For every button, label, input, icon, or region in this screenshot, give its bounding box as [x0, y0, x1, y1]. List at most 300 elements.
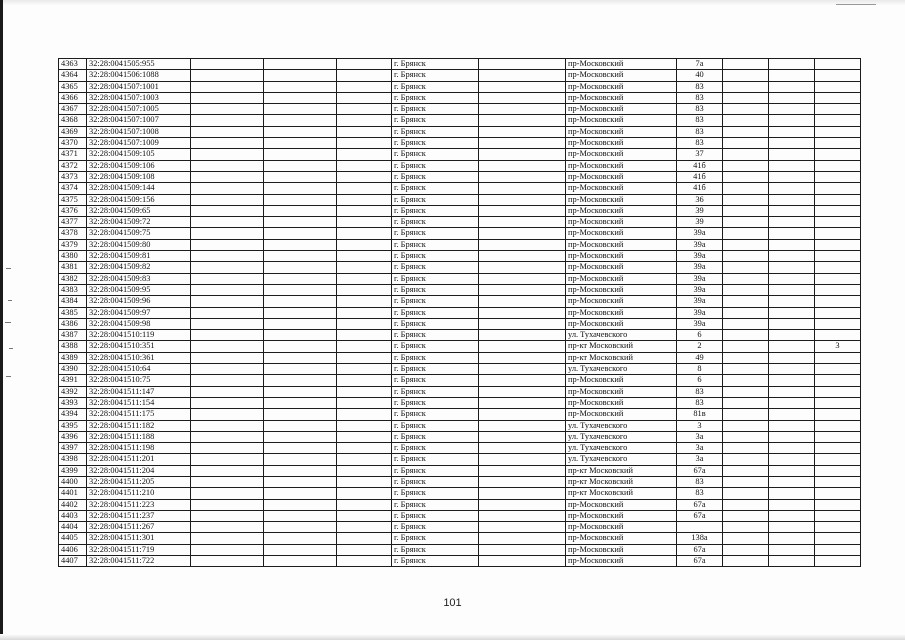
extra-value-cell — [815, 443, 861, 454]
empty-cell — [479, 307, 566, 318]
table-row — [59, 284, 861, 295]
empty-cell — [337, 205, 392, 216]
extra-value-cell — [815, 330, 861, 341]
empty-cell — [479, 183, 566, 194]
empty-cell — [769, 273, 815, 284]
extra-value-cell — [815, 70, 861, 81]
row-number-cell: 4397 — [59, 443, 87, 454]
house-number-cell — [677, 522, 723, 533]
empty-cell — [337, 488, 392, 499]
empty-cell — [769, 397, 815, 408]
street-cell: пр-Московский — [566, 307, 677, 318]
empty-cell — [191, 138, 264, 149]
empty-cell — [264, 239, 337, 250]
table-row — [59, 273, 861, 284]
empty-cell — [337, 556, 392, 567]
empty-cell — [264, 364, 337, 375]
empty-cell — [723, 386, 769, 397]
empty-cell — [337, 397, 392, 408]
empty-cell — [723, 273, 769, 284]
row-number-cell: 4387 — [59, 330, 87, 341]
street-cell: ул. Тухачевского — [566, 443, 677, 454]
empty-cell — [723, 556, 769, 567]
row-number-cell: 4364 — [59, 70, 87, 81]
row-number-cell: 4393 — [59, 397, 87, 408]
empty-cell — [769, 454, 815, 465]
city-cell: г. Брянск — [392, 59, 479, 70]
scan-edge-left — [0, 0, 3, 640]
city-cell: г. Брянск — [392, 499, 479, 510]
street-cell: пр-Московский — [566, 510, 677, 521]
empty-cell — [191, 92, 264, 103]
empty-cell — [479, 273, 566, 284]
empty-cell — [264, 205, 337, 216]
cadastral-number-cell: 32:28:0041509:81 — [87, 251, 191, 262]
extra-value-cell — [815, 409, 861, 420]
city-cell: г. Брянск — [392, 465, 479, 476]
house-number-cell: 41б — [677, 171, 723, 182]
empty-cell — [479, 341, 566, 352]
cadastral-number-cell: 32:28:0041511:175 — [87, 409, 191, 420]
empty-cell — [264, 273, 337, 284]
empty-cell — [191, 544, 264, 555]
empty-cell — [723, 397, 769, 408]
cadastral-number-cell: 32:28:0041509:108 — [87, 171, 191, 182]
scan-speckle — [5, 322, 11, 323]
table-row — [59, 104, 861, 115]
empty-cell — [479, 522, 566, 533]
extra-value-cell — [815, 92, 861, 103]
empty-cell — [337, 194, 392, 205]
table-row — [59, 205, 861, 216]
street-cell: пр-Московский — [566, 70, 677, 81]
empty-cell — [479, 296, 566, 307]
empty-cell — [769, 488, 815, 499]
empty-cell — [723, 251, 769, 262]
street-cell: пр-кт Московский — [566, 488, 677, 499]
house-number-cell: 37 — [677, 149, 723, 160]
empty-cell — [479, 454, 566, 465]
empty-cell — [479, 499, 566, 510]
table-row — [59, 499, 861, 510]
empty-cell — [264, 160, 337, 171]
city-cell: г. Брянск — [392, 544, 479, 555]
empty-cell — [479, 126, 566, 137]
table-row — [59, 160, 861, 171]
city-cell: г. Брянск — [392, 375, 479, 386]
row-number-cell: 4373 — [59, 171, 87, 182]
street-cell: пр-кт Московский — [566, 341, 677, 352]
table-row — [59, 556, 861, 567]
city-cell: г. Брянск — [392, 420, 479, 431]
street-cell: ул. Тухачевского — [566, 420, 677, 431]
row-number-cell: 4400 — [59, 476, 87, 487]
empty-cell — [191, 59, 264, 70]
city-cell: г. Брянск — [392, 307, 479, 318]
table-row — [59, 510, 861, 521]
city-cell: г. Брянск — [392, 239, 479, 250]
empty-cell — [264, 476, 337, 487]
empty-cell — [479, 194, 566, 205]
empty-cell — [479, 330, 566, 341]
empty-cell — [723, 284, 769, 295]
table-row — [59, 251, 861, 262]
street-cell: пр-Московский — [566, 138, 677, 149]
extra-value-cell — [815, 149, 861, 160]
house-number-cell: 39а — [677, 307, 723, 318]
empty-cell — [337, 81, 392, 92]
table-row — [59, 171, 861, 182]
empty-cell — [191, 284, 264, 295]
empty-cell — [337, 510, 392, 521]
empty-cell — [769, 160, 815, 171]
cadastral-number-cell: 32:28:0041510:75 — [87, 375, 191, 386]
cadastral-number-cell: 32:28:0041509:98 — [87, 318, 191, 329]
extra-value-cell — [815, 239, 861, 250]
empty-cell — [723, 318, 769, 329]
empty-cell — [191, 330, 264, 341]
table-row — [59, 81, 861, 92]
table-row — [59, 544, 861, 555]
street-cell: пр-Московский — [566, 397, 677, 408]
empty-cell — [723, 92, 769, 103]
empty-cell — [723, 70, 769, 81]
city-cell: г. Брянск — [392, 397, 479, 408]
table-row — [59, 522, 861, 533]
empty-cell — [479, 92, 566, 103]
empty-cell — [479, 443, 566, 454]
row-number-cell: 4406 — [59, 544, 87, 555]
house-number-cell: 83 — [677, 386, 723, 397]
empty-cell — [191, 149, 264, 160]
scan-speckle — [6, 268, 11, 269]
extra-value-cell — [815, 510, 861, 521]
empty-cell — [723, 465, 769, 476]
city-cell: г. Брянск — [392, 217, 479, 228]
row-number-cell: 4384 — [59, 296, 87, 307]
cadastral-number-cell: 32:28:0041511:201 — [87, 454, 191, 465]
extra-value-cell — [815, 251, 861, 262]
row-number-cell: 4380 — [59, 251, 87, 262]
city-cell: г. Брянск — [392, 262, 479, 273]
empty-cell — [769, 59, 815, 70]
table-row — [59, 454, 861, 465]
city-cell: г. Брянск — [392, 352, 479, 363]
empty-cell — [479, 228, 566, 239]
empty-cell — [191, 307, 264, 318]
city-cell: г. Брянск — [392, 205, 479, 216]
table-row — [59, 228, 861, 239]
extra-value-cell — [815, 160, 861, 171]
empty-cell — [264, 341, 337, 352]
empty-cell — [723, 443, 769, 454]
row-number-cell: 4379 — [59, 239, 87, 250]
house-number-cell: 49 — [677, 352, 723, 363]
empty-cell — [264, 397, 337, 408]
row-number-cell: 4390 — [59, 364, 87, 375]
house-number-cell: 39а — [677, 273, 723, 284]
extra-value-cell — [815, 115, 861, 126]
extra-value-cell — [815, 364, 861, 375]
empty-cell — [264, 431, 337, 442]
empty-cell — [723, 171, 769, 182]
empty-cell — [337, 92, 392, 103]
cadastral-number-cell: 32:28:0041511:205 — [87, 476, 191, 487]
empty-cell — [479, 239, 566, 250]
street-cell: пр-Московский — [566, 284, 677, 295]
city-cell: г. Брянск — [392, 318, 479, 329]
street-cell: пр-Московский — [566, 217, 677, 228]
house-number-cell: 83 — [677, 115, 723, 126]
empty-cell — [191, 160, 264, 171]
empty-cell — [723, 194, 769, 205]
empty-cell — [264, 352, 337, 363]
empty-cell — [479, 364, 566, 375]
cadastral-number-cell: 32:28:0041511:182 — [87, 420, 191, 431]
table-row — [59, 386, 861, 397]
city-cell: г. Брянск — [392, 160, 479, 171]
extra-value-cell — [815, 476, 861, 487]
house-number-cell: 83 — [677, 81, 723, 92]
empty-cell — [264, 307, 337, 318]
house-number-cell: 3 — [677, 420, 723, 431]
row-number-cell: 4403 — [59, 510, 87, 521]
cadastral-number-cell: 32:28:0041509:105 — [87, 149, 191, 160]
extra-value-cell — [815, 307, 861, 318]
empty-cell — [479, 149, 566, 160]
street-cell: пр-кт Московский — [566, 476, 677, 487]
street-cell: пр-Московский — [566, 194, 677, 205]
table-row — [59, 183, 861, 194]
empty-cell — [479, 556, 566, 567]
table-row — [59, 409, 861, 420]
house-number-cell: 67а — [677, 544, 723, 555]
row-number-cell: 4399 — [59, 465, 87, 476]
house-number-cell: 138а — [677, 533, 723, 544]
house-number-cell: 83 — [677, 126, 723, 137]
empty-cell — [264, 454, 337, 465]
street-cell: пр-Московский — [566, 386, 677, 397]
empty-cell — [191, 510, 264, 521]
empty-cell — [723, 375, 769, 386]
row-number-cell: 4366 — [59, 92, 87, 103]
empty-cell — [479, 70, 566, 81]
empty-cell — [264, 92, 337, 103]
house-number-cell: 36 — [677, 194, 723, 205]
city-cell: г. Брянск — [392, 149, 479, 160]
row-number-cell: 4396 — [59, 431, 87, 442]
empty-cell — [264, 409, 337, 420]
row-number-cell: 4404 — [59, 522, 87, 533]
empty-cell — [337, 160, 392, 171]
empty-cell — [191, 499, 264, 510]
row-number-cell: 4377 — [59, 217, 87, 228]
empty-cell — [723, 228, 769, 239]
house-number-cell: 83 — [677, 397, 723, 408]
extra-value-cell — [815, 318, 861, 329]
empty-cell — [264, 510, 337, 521]
extra-value-cell — [815, 194, 861, 205]
cadastral-number-cell: 32:28:0041506:1088 — [87, 70, 191, 81]
row-number-cell: 4376 — [59, 205, 87, 216]
empty-cell — [264, 104, 337, 115]
cadastral-number-cell: 32:28:0041509:97 — [87, 307, 191, 318]
empty-cell — [479, 115, 566, 126]
table-row — [59, 341, 861, 352]
row-number-cell: 4402 — [59, 499, 87, 510]
cadastral-number-cell: 32:28:0041511:154 — [87, 397, 191, 408]
empty-cell — [723, 522, 769, 533]
street-cell: пр-Московский — [566, 533, 677, 544]
scan-edge-bottom — [0, 634, 905, 640]
empty-cell — [264, 556, 337, 567]
cadastral-number-cell: 32:28:0041509:83 — [87, 273, 191, 284]
empty-cell — [479, 171, 566, 182]
empty-cell — [723, 510, 769, 521]
street-cell: ул. Тухачевского — [566, 364, 677, 375]
cadastral-number-cell: 32:28:0041511:267 — [87, 522, 191, 533]
house-number-cell: 83 — [677, 138, 723, 149]
empty-cell — [769, 92, 815, 103]
empty-cell — [191, 217, 264, 228]
empty-cell — [723, 307, 769, 318]
empty-cell — [337, 431, 392, 442]
empty-cell — [191, 397, 264, 408]
extra-value-cell — [815, 431, 861, 442]
table-row — [59, 70, 861, 81]
empty-cell — [769, 420, 815, 431]
scan-speckle — [836, 4, 876, 5]
table-row — [59, 443, 861, 454]
empty-cell — [264, 488, 337, 499]
empty-cell — [191, 556, 264, 567]
empty-cell — [769, 194, 815, 205]
street-cell: пр-Московский — [566, 296, 677, 307]
city-cell: г. Брянск — [392, 330, 479, 341]
empty-cell — [191, 465, 264, 476]
row-number-cell: 4370 — [59, 138, 87, 149]
empty-cell — [479, 160, 566, 171]
cadastral-number-cell: 32:28:0041510:64 — [87, 364, 191, 375]
house-number-cell: 6 — [677, 375, 723, 386]
empty-cell — [769, 364, 815, 375]
row-number-cell: 4368 — [59, 115, 87, 126]
city-cell: г. Брянск — [392, 533, 479, 544]
row-number-cell: 4386 — [59, 318, 87, 329]
extra-value-cell — [815, 397, 861, 408]
house-number-cell: 41б — [677, 160, 723, 171]
empty-cell — [191, 318, 264, 329]
house-number-cell: 39а — [677, 284, 723, 295]
table-row — [59, 465, 861, 476]
street-cell: пр-Московский — [566, 205, 677, 216]
street-cell: пр-Московский — [566, 409, 677, 420]
empty-cell — [264, 171, 337, 182]
empty-cell — [191, 205, 264, 216]
empty-cell — [479, 352, 566, 363]
empty-cell — [479, 465, 566, 476]
empty-cell — [337, 352, 392, 363]
empty-cell — [337, 115, 392, 126]
extra-value-cell — [815, 522, 861, 533]
empty-cell — [769, 284, 815, 295]
empty-cell — [337, 251, 392, 262]
empty-cell — [723, 160, 769, 171]
empty-cell — [723, 296, 769, 307]
empty-cell — [769, 149, 815, 160]
row-number-cell: 4363 — [59, 59, 87, 70]
street-cell: пр-Московский — [566, 149, 677, 160]
extra-value-cell — [815, 454, 861, 465]
house-number-cell: 39а — [677, 228, 723, 239]
city-cell: г. Брянск — [392, 70, 479, 81]
empty-cell — [479, 81, 566, 92]
empty-cell — [769, 228, 815, 239]
table-row — [59, 330, 861, 341]
extra-value-cell — [815, 556, 861, 567]
empty-cell — [769, 126, 815, 137]
extra-value-cell — [815, 217, 861, 228]
empty-cell — [479, 262, 566, 273]
city-cell: г. Брянск — [392, 284, 479, 295]
row-number-cell: 4382 — [59, 273, 87, 284]
extra-value-cell — [815, 59, 861, 70]
empty-cell — [723, 488, 769, 499]
empty-cell — [337, 420, 392, 431]
table-row — [59, 352, 861, 363]
house-number-cell: 39а — [677, 262, 723, 273]
empty-cell — [769, 556, 815, 567]
property-register-table — [58, 58, 861, 567]
city-cell: г. Брянск — [392, 183, 479, 194]
cadastral-number-cell: 32:28:0041509:72 — [87, 217, 191, 228]
empty-cell — [264, 386, 337, 397]
empty-cell — [337, 522, 392, 533]
street-cell: пр-Московский — [566, 522, 677, 533]
extra-value-cell: 3 — [815, 341, 861, 352]
empty-cell — [769, 476, 815, 487]
cadastral-number-cell: 32:28:0041509:95 — [87, 284, 191, 295]
city-cell: г. Брянск — [392, 409, 479, 420]
extra-value-cell — [815, 171, 861, 182]
empty-cell — [191, 352, 264, 363]
empty-cell — [769, 81, 815, 92]
cadastral-number-cell: 32:28:0041511:237 — [87, 510, 191, 521]
empty-cell — [723, 420, 769, 431]
empty-cell — [769, 443, 815, 454]
table-row — [59, 126, 861, 137]
empty-cell — [191, 420, 264, 431]
street-cell: пр-Московский — [566, 556, 677, 567]
house-number-cell: 83 — [677, 488, 723, 499]
empty-cell — [769, 307, 815, 318]
extra-value-cell — [815, 284, 861, 295]
empty-cell — [337, 533, 392, 544]
row-number-cell: 4383 — [59, 284, 87, 295]
table-row — [59, 92, 861, 103]
extra-value-cell — [815, 465, 861, 476]
empty-cell — [479, 251, 566, 262]
empty-cell — [769, 544, 815, 555]
street-cell: пр-Московский — [566, 318, 677, 329]
house-number-cell: 67а — [677, 510, 723, 521]
empty-cell — [191, 443, 264, 454]
table-row — [59, 420, 861, 431]
empty-cell — [191, 251, 264, 262]
empty-cell — [337, 318, 392, 329]
empty-cell — [723, 364, 769, 375]
city-cell: г. Брянск — [392, 522, 479, 533]
